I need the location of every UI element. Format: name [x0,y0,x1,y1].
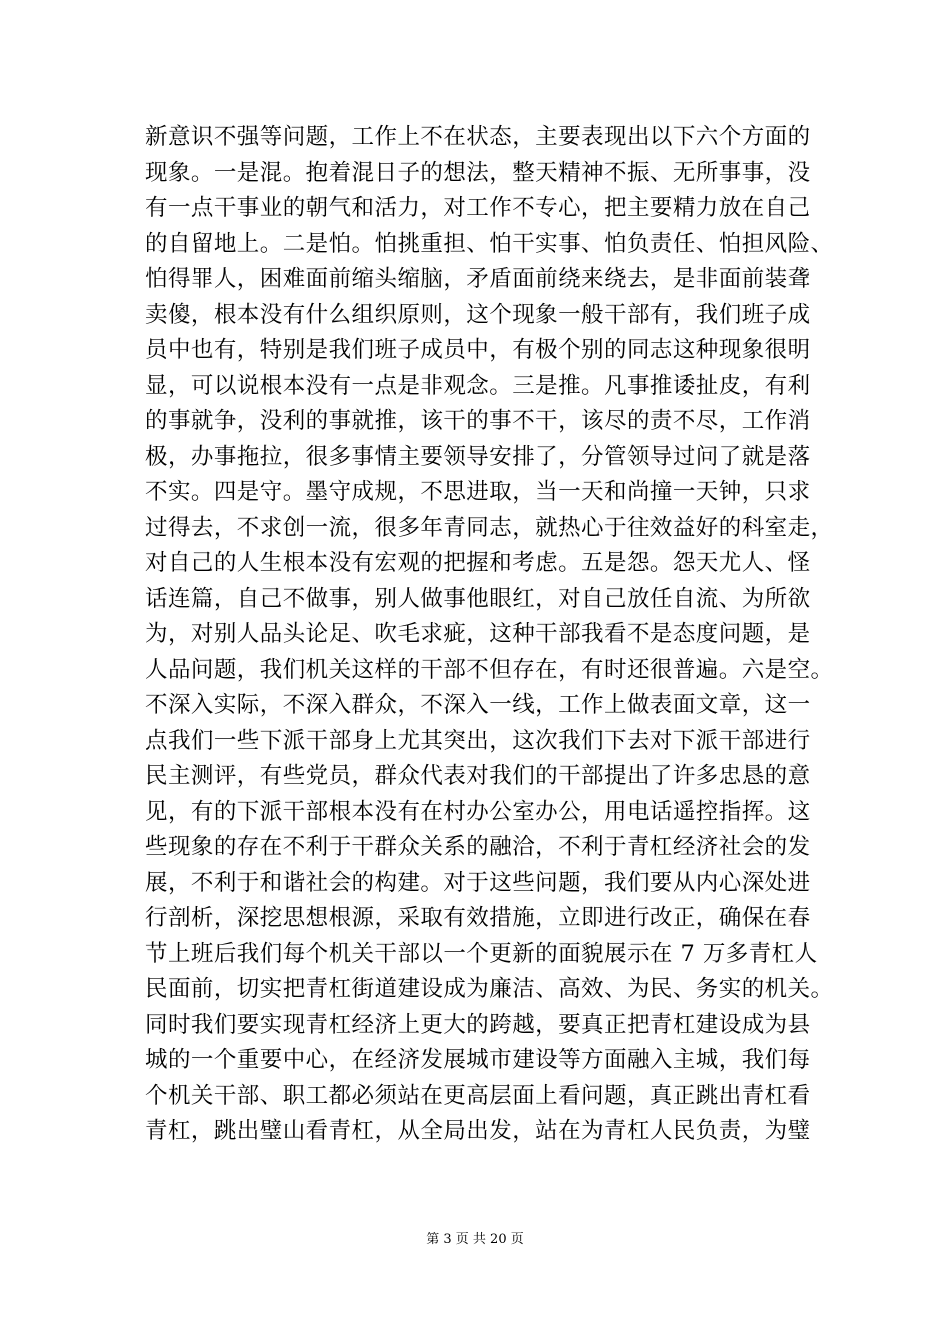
text-line: 同时我们要实现青杠经济上更大的跨越，要真正把青杠建设成为县 [145,1011,811,1038]
text-line: 见，有的下派干部根本没有在村办公室办公，用电话遥控指挥。这 [145,798,811,825]
text-line: 的事就争，没利的事就推，该干的事不干，该尽的责不尽，工作消 [145,408,811,434]
text-line: 些现象的存在不利于干群众关系的融洽，不利于青杠经济社会的发 [145,834,811,860]
text-line: 不深入实际，不深入群众，不深入一线，工作上做表面文章，这一 [145,692,811,718]
text-line: 显，可以说根本没有一点是非观念。三是推。凡事推诿扯皮，有利 [145,372,811,399]
text-line: 的自留地上。二是怕。怕挑重担、怕干实事、怕负责任、怕担风险、 [145,230,834,257]
body-text [145,120,834,1150]
text-line: 展，不利于和谐社会的构建。对于这些问题，我们要从内心深处进 [145,869,811,896]
text-line: 现象。一是混。抱着混日子的想法，整天精神不振、无所事事，没 [145,159,811,186]
text-line: 点我们一些下派干部身上尤其突出，这次我们下去对下派干部进行 [145,727,811,754]
text-line: 民面前，切实把青杠街道建设成为廉洁、高效、为民、务实的机关。 [145,976,834,1002]
text-line: 新意识不强等问题，工作上不在状态，主要表现出以下六个方面的 [145,124,811,150]
text-line: 极，办事拖拉，很多事情主要领导安排了，分管领导过问了就是落 [145,443,811,470]
text-line: 行剖析，深挖思想根源，采取有效措施，立即进行改正，确保在春 [145,905,811,931]
text-line: 员中也有，特别是我们班子成员中，有极个别的同志这种现象很明 [145,337,811,363]
text-line: 城的一个重要中心，在经济发展城市建设等方面融入主城，我们每 [145,1047,811,1073]
text-line: 不实。四是守。墨守成规，不思进取，当一天和尚撞一天钟，只求 [145,479,811,505]
text-line: 民主测评，有些党员，群众代表对我们的干部提出了许多忠恳的意 [145,763,811,789]
text-line: 过得去，不求创一流，很多年青同志，就热心于往效益好的科室走， [145,514,834,541]
text-line: 对自己的人生根本没有宏观的把握和考虑。五是怨。怨天尤人、怪 [145,550,811,576]
text-line: 青杠，跳出璧山看青杠，从全局出发，站在为青杠人民负责，为璧 [145,1118,811,1144]
text-line: 怕得罪人，困难面前缩头缩脑，矛盾面前绕来绕去，是非面前装聋 [145,266,811,292]
text-line: 话连篇，自己不做事，别人做事他眼红，对自己放任自流、为所欲 [145,585,811,612]
text-line: 有一点干事业的朝气和活力，对工作不专心，把主要精力放在自己 [145,195,811,221]
text-line: 人品问题，我们机关这样的干部不但存在，有时还很普遍。六是空。 [145,656,834,683]
page-footer: 第 3 页 共 20 页 [426,1232,524,1247]
text-line: 为，对别人品头论足、吹毛求疵，这种干部我看不是态度问题，是 [145,621,811,647]
text-line: 节上班后我们每个机关干部以一个更新的面貌展示在 7 万多青杠人 [145,940,818,967]
text-line: 个机关干部、职工都必须站在更高层面上看问题，真正跳出青杠看 [145,1082,811,1109]
text-line: 卖傻，根本没有什么组织原则，这个现象一般干部有，我们班子成 [145,301,811,328]
